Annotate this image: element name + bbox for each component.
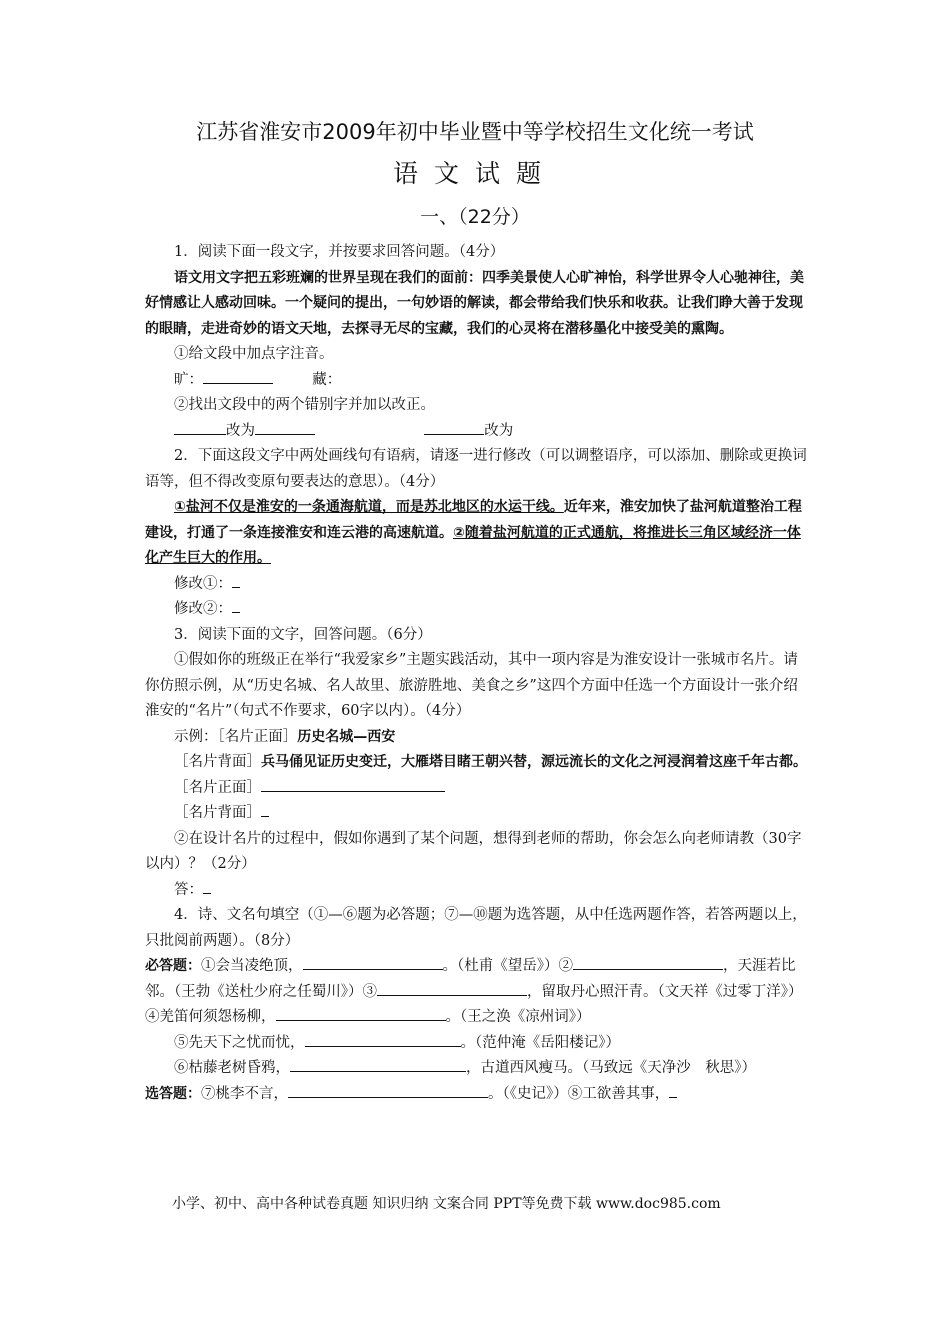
exam-subtitle: 语文试题 bbox=[392, 159, 557, 188]
o8-blank[interactable] bbox=[669, 1083, 677, 1098]
back-answer-blank[interactable] bbox=[261, 802, 269, 817]
q1-prompt: 1．阅读下面一段文字，并按要求回答问题。（4分） bbox=[174, 244, 505, 260]
r5-source: 。（范仲淹《岳阳楼记》） bbox=[460, 1034, 620, 1051]
example-label: 示例：［名片正面］ bbox=[174, 728, 298, 745]
q3-back-answer bbox=[145, 801, 807, 827]
q3-front-answer bbox=[145, 776, 807, 802]
correct-char-1-blank[interactable] bbox=[255, 420, 315, 435]
r2-tail: 天涯若比邻。（王勃《送杜少府之任蜀川》）③ bbox=[145, 958, 796, 1000]
q4-optional bbox=[145, 1082, 807, 1108]
q3-example-front bbox=[145, 725, 807, 751]
r3-blank[interactable] bbox=[377, 981, 527, 996]
exam-title: 江苏省淮安市2009年初中毕业暨中等学校招生文化统一考试 bbox=[196, 120, 754, 144]
r6-source: ，古道西风瘦马。（马致远《天净沙 秋思》） bbox=[466, 1060, 756, 1076]
r5-text: ⑤先天下之忧而忧， bbox=[174, 1034, 305, 1051]
gaiwei-1-label: 改为 bbox=[226, 422, 255, 439]
q2-mid: 近年来，淮安加快了盐河航道整治工程建设，打通了一条连接淮安和连云港的高速航道。 bbox=[145, 499, 802, 541]
front-answer-blank[interactable] bbox=[261, 777, 445, 792]
o7-text: ⑦桃李不言， bbox=[201, 1085, 288, 1102]
r1-source: 。（杜甫《望岳》）② bbox=[442, 958, 573, 974]
fix1-label: 修改①： bbox=[174, 575, 232, 592]
r4-text: （文天祥《过零丁洋》）④羌笛何须怨杨柳， bbox=[145, 983, 803, 1025]
section-heading: 一、（22分） bbox=[420, 206, 530, 228]
r1-blank[interactable] bbox=[303, 955, 443, 970]
r6-text: ⑥枯藤老树昏鸦， bbox=[174, 1060, 290, 1076]
o7-source: 。（《史记》）⑧工欲善其事， bbox=[488, 1085, 670, 1102]
q3-example-back bbox=[145, 750, 807, 776]
fix2-blank[interactable] bbox=[232, 598, 240, 613]
answer-label: 答： bbox=[174, 881, 203, 898]
r6-blank[interactable] bbox=[290, 1057, 466, 1072]
q2-passage bbox=[145, 495, 807, 572]
optional-label: 选答题： bbox=[145, 1085, 201, 1102]
q2-fix2 bbox=[145, 597, 807, 623]
footer-note: 小学、初中、高中各种试卷真题 知识归纳 文案合同 PPT等免费下载 www.doc985.com bbox=[172, 1196, 721, 1212]
wrong-char-1-blank[interactable] bbox=[174, 420, 226, 435]
q1-passage: 语文用文字把五彩班斓的世界呈现在我们的面前：四季美景使人心旷神怡，科学世界令人心驰神往，美好情感让人感动回味。一个疑问的提出，一句妙语的解读，都会带给我们快乐和收获。让我们睁大善于发现的眼睛，走进奇妙的语文天地，去探寻无尽的宝藏，我们的心灵将在潜移墨化中接受美的熏陶。 bbox=[145, 269, 804, 337]
r1-text: ①会当凌绝顶， bbox=[201, 958, 303, 974]
q2-fix1 bbox=[145, 572, 807, 598]
exam-body bbox=[145, 240, 807, 1107]
back-answer-label: ［名片背面］ bbox=[174, 805, 261, 821]
o7-blank[interactable] bbox=[288, 1083, 488, 1098]
q2-prompt: 2．下面这段文字中两处画线句有语病，请逐一进行修改（可以调整语序，可以添加、删除或更换词语等，但不得改变原句要表达的意思）。（4分） bbox=[145, 448, 807, 490]
kuang-label: 旷： bbox=[174, 371, 203, 388]
q1-pinyin-row bbox=[145, 368, 807, 394]
front-answer-label: ［名片正面］ bbox=[174, 779, 261, 796]
fix2-label: 修改②： bbox=[174, 601, 232, 617]
example-back-text: 兵马俑见证历史变迁，大雁塔目睹王朝兴替，源远流长的文化之河浸润着这座千年古都。 bbox=[261, 754, 807, 770]
cang-label: 藏： bbox=[312, 371, 342, 388]
r4-blank[interactable] bbox=[276, 1006, 446, 1021]
q2-sentence-2: ②随着盐河航道的正式通航，将推进长三角区域经济一体化产生巨大的作用。 bbox=[145, 524, 801, 566]
q1-sub2: ②找出文段中的两个错别字并加以改正。 bbox=[174, 397, 435, 413]
q3-sub2: ②在设计名片的过程中，假如你遇到了某个问题，想得到老师的帮助，你会怎么向老师请教（30字以内）？（2分） bbox=[145, 830, 802, 872]
q3-answer bbox=[145, 878, 807, 904]
q4-prompt: 4．诗、文名句填空（①—⑥题为必答题；⑦—⑩题为选答题，从中任选两题作答，若答两题以上，只批阅前两题）。（8分） bbox=[145, 907, 807, 949]
q2-sentence-1: ①盐河不仅是淮安的一条通海航道，而是苏北地区的水运干线。 bbox=[174, 499, 564, 515]
q4-r6 bbox=[145, 1056, 807, 1082]
example-front-text: 历史名城—西安 bbox=[297, 728, 396, 745]
back-label: ［名片背面］ bbox=[174, 754, 261, 770]
q3-prompt: 3．阅读下面的文字，回答问题。（6分） bbox=[174, 626, 432, 643]
q4-r5 bbox=[145, 1031, 807, 1057]
required-label: 必答题： bbox=[145, 958, 201, 974]
answer-blank[interactable] bbox=[203, 879, 211, 894]
fix1-blank[interactable] bbox=[232, 573, 240, 588]
r4-source: 。（王之涣《凉州词》） bbox=[445, 1009, 591, 1025]
q4-required: 必答题：①会当凌绝顶， 。（杜甫《望岳》）② ，天涯若比邻。（王勃《送杜少府之任蜀川》）③ ，留取丹心照汗青。（文天祥《过零丁洋》）④羌笛何须怨杨柳， 。（王之涣《凉州词》） bbox=[145, 954, 807, 1031]
q1-correction-row bbox=[145, 419, 807, 445]
q1-sub1: ①给文段中加点字注音。 bbox=[174, 346, 334, 362]
r3-tail: ，留取丹心照汗青。 bbox=[527, 983, 658, 1000]
gaiwei-2-label: 改为 bbox=[484, 422, 514, 439]
wrong-char-2-blank[interactable] bbox=[424, 420, 484, 435]
r2-blank[interactable] bbox=[573, 955, 723, 970]
r5-blank[interactable] bbox=[305, 1032, 461, 1047]
kuang-blank[interactable] bbox=[203, 369, 273, 384]
q3-sub1: ①假如你的班级正在举行“我爱家乡”主题实践活动，其中一项内容是为淮安设计一张城市名片。请你仿照示例，从“历史名城、名人故里、旅游胜地、美食之乡”这四个方面中任选一个方面设计一张介绍淮安的“名片”（句式不作要求，60字以内）。（4分） bbox=[145, 652, 798, 719]
